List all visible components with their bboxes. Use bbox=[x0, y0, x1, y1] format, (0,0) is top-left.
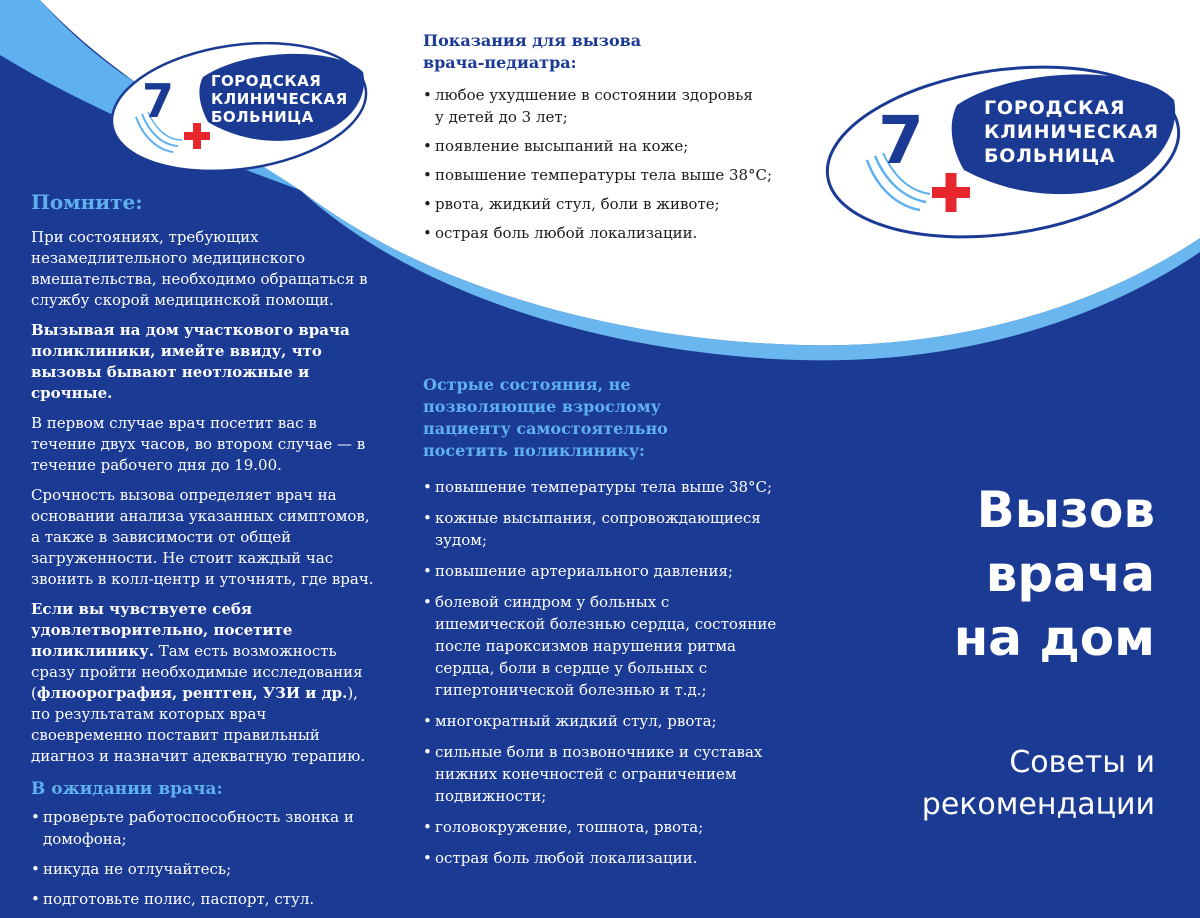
list-item: • появление высыпаний на коже; bbox=[423, 135, 783, 157]
logo-text bbox=[984, 96, 1159, 168]
bold-text: Если вы чувствуете себя удовлетворительно, посетите поликлинику. bbox=[31, 600, 293, 660]
acute-conditions bbox=[423, 374, 788, 878]
waiting-heading: В ожидании врача: bbox=[31, 779, 223, 799]
pediatric-heading bbox=[423, 30, 783, 74]
list-item: • повышение температуры тела выше 38°С; bbox=[423, 476, 788, 498]
list-item: • никуда не отлучайтесь; bbox=[31, 858, 381, 880]
logo-line: ГОРОДСКАЯ bbox=[984, 97, 1126, 119]
list-item: • рвота, жидкий стул, боли в животе; bbox=[423, 193, 783, 215]
list-item: • повышение температуры тела выше 38°С; bbox=[423, 164, 783, 186]
reminder-paragraph-call-types bbox=[31, 320, 376, 404]
reminder-heading: Помните: bbox=[31, 190, 143, 214]
list-item: • многократный жидкий стул, рвота; bbox=[423, 710, 788, 732]
body-text: ), по результатам которых врач своевременно поставит правильный диагноз и назначит адекватную терапию. bbox=[31, 684, 366, 765]
body-text: Там есть возможность сразу пройти необходимые исследования ( bbox=[31, 642, 363, 702]
title-line: Вызов bbox=[976, 481, 1155, 539]
cover-title bbox=[855, 478, 1155, 670]
reminder-paragraph-timing: В первом случае врач посетит вас в течение двух часов, во втором случае — в течение рабочего дня до 19.00. bbox=[31, 414, 366, 474]
acute-list bbox=[423, 476, 788, 869]
logo-line: БОЛЬНИЦА bbox=[211, 108, 314, 126]
list-item: • повышение артериального давления; bbox=[423, 560, 788, 582]
logo-line: БОЛЬНИЦА bbox=[984, 145, 1116, 167]
list-item: • острая боль любой локализации. bbox=[423, 222, 783, 244]
list-item: • кожные высыпания, сопровождающиеся зудом; bbox=[423, 507, 765, 551]
heading-line: Показания для вызова bbox=[423, 31, 642, 50]
waiting-list bbox=[31, 806, 381, 910]
hospital-logo-large bbox=[822, 60, 1184, 240]
logo-number: 7 bbox=[878, 102, 924, 179]
list-item: • болевой синдром у больных с ишемической болезнью сердца, состояние после пароксизмов нарушения ритма сердца, боли в сердце у больных с гипертонической болезнью и т.д.; bbox=[423, 591, 780, 701]
title-line: врача bbox=[985, 545, 1155, 603]
list-item: • проверьте работоспособность звонка и домофона; bbox=[31, 806, 381, 850]
list-item: • острая боль любой локализации. bbox=[423, 847, 788, 869]
pediatric-indications bbox=[423, 30, 783, 251]
reminder-paragraph-emergency: При состояниях, требующих незамедлительного медицинского вмешательства, необходимо обращаться в службу скорой медицинской помощи. bbox=[31, 228, 368, 309]
list-item: • подготовьте полис, паспорт, стул. bbox=[31, 888, 381, 910]
logo-number: 7 bbox=[142, 74, 175, 128]
reminder-paragraph-urgency: Срочность вызова определяет врач на основании анализа указанных симптомов, а также в зависимости от общей загруженности. Не стоит каждый час звонить в колл-центр и уточнять, где врач. bbox=[31, 486, 374, 588]
pediatric-list bbox=[423, 84, 783, 244]
reminder-paragraph-visit-clinic bbox=[31, 599, 376, 767]
bold-text: Вызывая на дом участкового врача поликлиники, имейте ввиду, что вызовы бывают неотложные и срочные. bbox=[31, 321, 350, 402]
heading-line: врача-педиатра: bbox=[423, 53, 577, 72]
list-item: • головокружение, тошнота, рвота; bbox=[423, 816, 788, 838]
list-item: • любое ухудшение в состоянии здоровья у детей до 3 лет; bbox=[423, 84, 765, 128]
subtitle-line: рекомендации bbox=[921, 787, 1155, 822]
list-item: • сильные боли в позвоночнике и суставах нижних конечностей с ограничением подвижности; bbox=[423, 741, 765, 807]
logo-text bbox=[211, 72, 348, 126]
cover-subtitle bbox=[835, 742, 1155, 826]
logo-line: КЛИНИЧЕСКАЯ bbox=[211, 90, 348, 108]
logo-line: ГОРОДСКАЯ bbox=[211, 72, 322, 90]
logo-line: КЛИНИЧЕСКАЯ bbox=[984, 121, 1159, 143]
bold-text: флюорография, рентген, УЗИ и др. bbox=[36, 684, 348, 702]
hospital-logo-small bbox=[108, 42, 370, 172]
reminder-panel bbox=[31, 189, 381, 918]
subtitle-line: Советы и bbox=[1009, 745, 1155, 780]
acute-heading: Острые состояния, не позволяющие взрослому пациенту самостоятельно посетить поликлинику: bbox=[423, 375, 668, 460]
title-line: на дом bbox=[953, 609, 1155, 667]
